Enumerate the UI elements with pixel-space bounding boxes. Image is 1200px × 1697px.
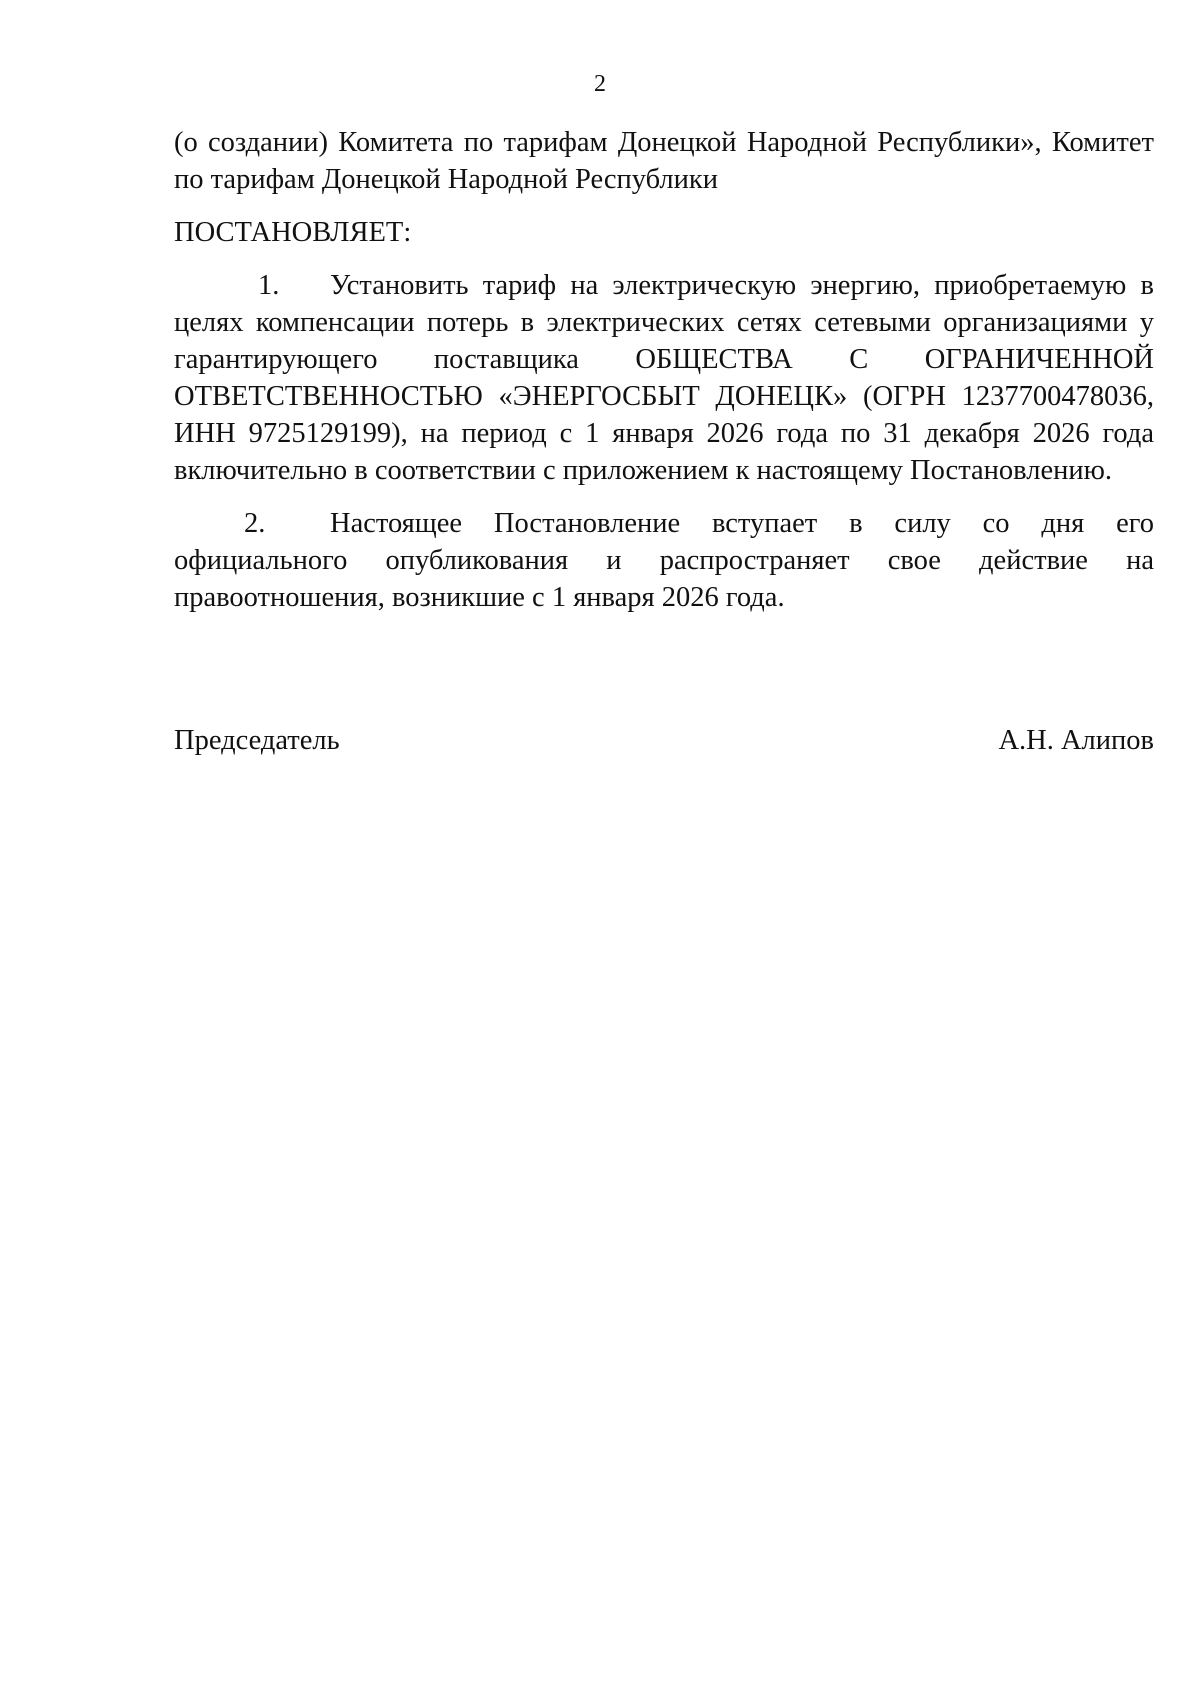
signer-name: А.Н. Алипов	[998, 725, 1154, 756]
page-number: 2	[594, 71, 606, 97]
decree-heading: ПОСТАНОВЛЯЕТ:	[174, 217, 412, 248]
item-number: 2.	[244, 508, 266, 539]
item-text: Установить тариф на электрическую энергию, приобретаемую в целях компенсации потерь в электрических сетях сетевыми организациями у гарантирующего поставщика ОБЩЕСТВА С ОГРАНИЧЕННОЙ ОТВЕТСТВЕННОСТЬЮ «ЭНЕРГОСБЫТ ДОНЕЦК» (ОГРН 1237700478036, ИНН 9725129199), на период с 1 января 2026 года по 31 декабря 2026 года включительно в соответствии с приложением к настоящему Постановлению.	[174, 270, 1154, 486]
decree-item-1	[174, 267, 1154, 489]
item-text: Настоящее Постановление вступает в силу со дня его официального опубликования и распространяет свое действие на правоотношения, возникшие с 1 января 2026 года.	[174, 508, 1154, 613]
decree-item-2	[174, 505, 1154, 616]
document-body	[174, 124, 1154, 632]
item-number: 1.	[258, 270, 280, 301]
signer-position: Председатель	[174, 725, 340, 756]
intro-paragraph: (о создании) Комитета по тарифам Донецкой Народной Республики», Комитет по тарифам Донецкой Народной Республики	[174, 127, 1154, 195]
signature-block	[174, 722, 1154, 759]
